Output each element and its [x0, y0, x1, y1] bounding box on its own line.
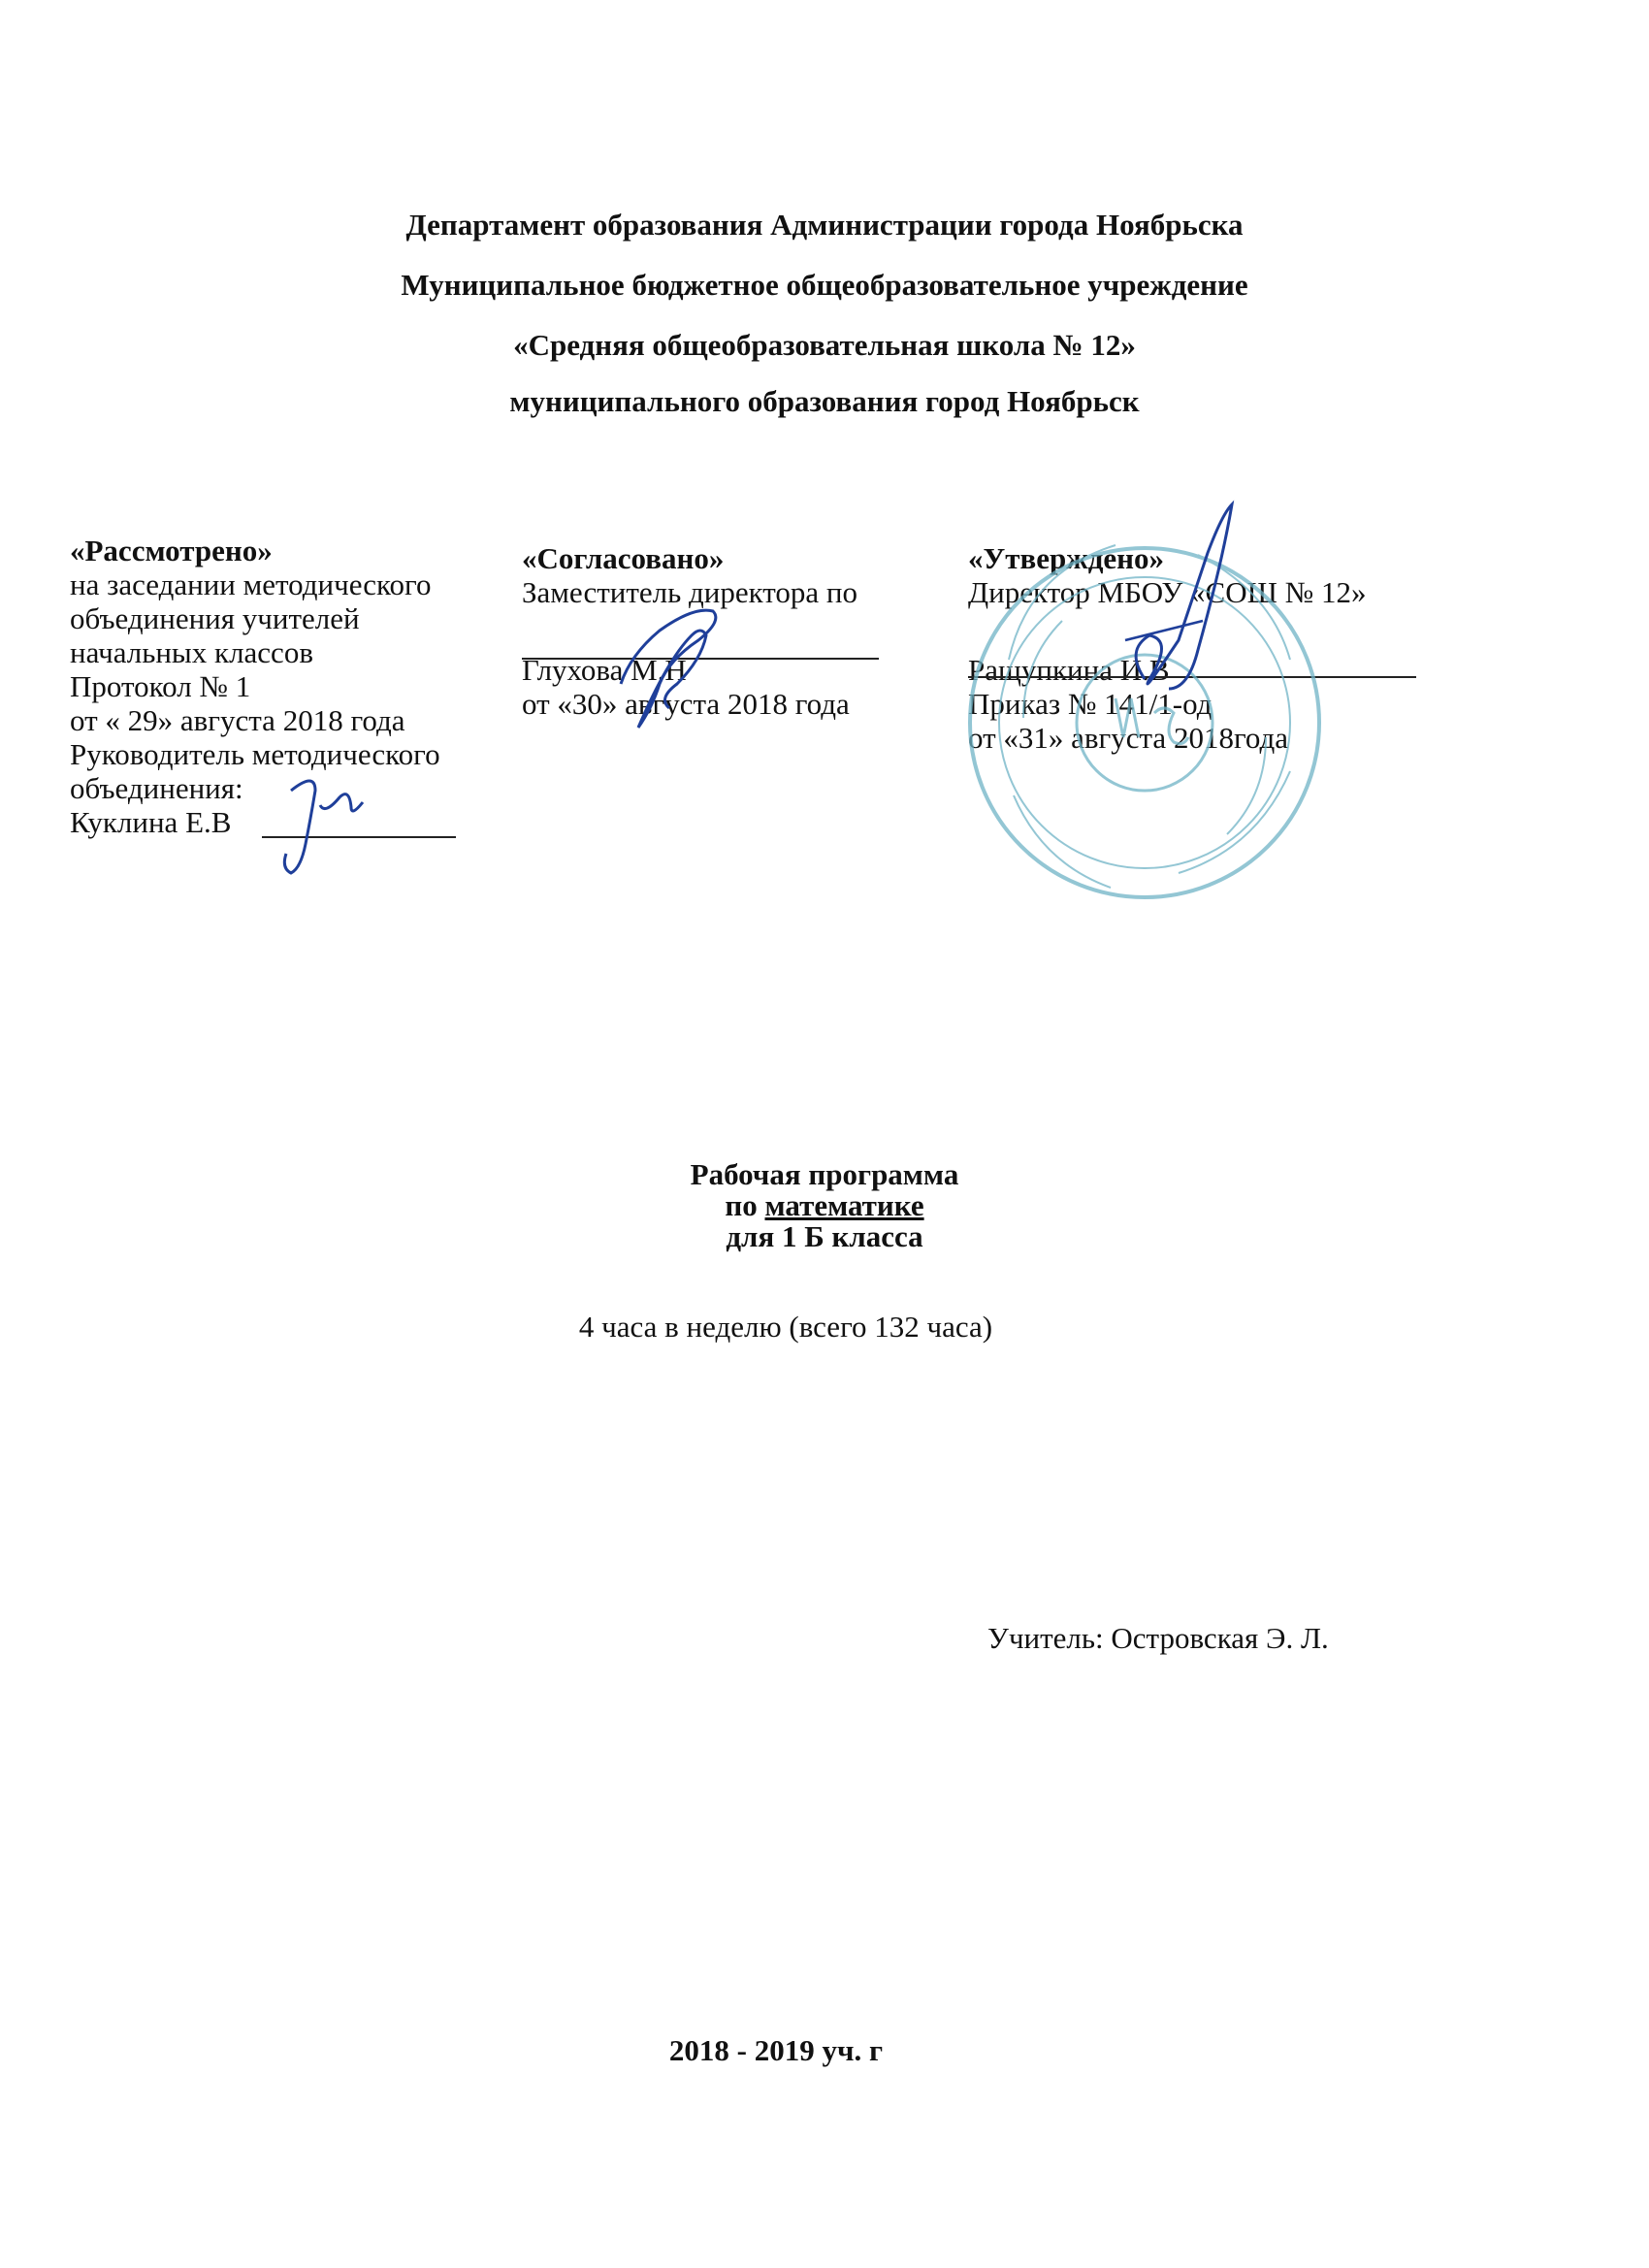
- approved-block: [968, 541, 1366, 755]
- program-subject: математике: [764, 1188, 924, 1222]
- agreed-line2: Глухова М.Н: [522, 653, 687, 687]
- considered-line2: объединения учителей: [70, 601, 360, 635]
- considered-line5: от « 29» августа 2018 года: [70, 703, 405, 737]
- approved-line1: Директор МБОУ «СОШ № 12»: [968, 575, 1367, 609]
- considered-line6: Руководитель методического: [70, 737, 440, 771]
- approved-line3: Приказ № 141/1-од: [968, 687, 1212, 721]
- approved-title: «Утверждено»: [968, 541, 1164, 575]
- program-title: Рабочая программа: [690, 1157, 959, 1191]
- considered-line8: Куклина Е.В: [70, 805, 232, 839]
- academic-year: 2018 - 2019 уч. г: [668, 2033, 884, 2067]
- program-subject-prefix: по: [725, 1188, 765, 1222]
- approved-line2: Ращупкина И.В: [968, 653, 1170, 687]
- considered-line7: объединения:: [70, 771, 243, 805]
- agreed-line3: от «30» августа 2018 года: [522, 687, 850, 721]
- program-subject-line: [0, 1190, 1649, 1220]
- agreed-title: «Согласовано»: [522, 541, 725, 575]
- agreed-block: [522, 541, 857, 721]
- considered-block: [70, 534, 440, 839]
- considered-signature-line: [262, 836, 456, 838]
- considered-line4: Протокол № 1: [70, 669, 251, 703]
- program-class: для 1 Б класса: [726, 1219, 923, 1253]
- approved-signature-line: [968, 676, 1416, 678]
- approved-line4: от «31» августа 2018года: [968, 721, 1289, 755]
- header-school-name: «Средняя общеобразовательная школа № 12»: [513, 328, 1136, 362]
- considered-line1: на заседании методического: [70, 567, 432, 601]
- program-hours: 4 часа в неделю (всего 132 часа): [578, 1310, 993, 1344]
- teacher-name: Учитель: Островская Э. Л.: [987, 1621, 1329, 1655]
- agreed-signature-line: [522, 658, 879, 660]
- agreed-line1: Заместитель директора по: [522, 575, 858, 609]
- considered-line3: начальных классов: [70, 635, 313, 669]
- header-school-type: Муниципальное бюджетное общеобразовательное учреждение: [401, 268, 1248, 302]
- header-department: Департамент образования Администрации города Ноябрьска: [405, 208, 1244, 242]
- considered-title: «Рассмотрено»: [70, 534, 273, 567]
- header-municipality: муниципального образования город Ноябрьск: [509, 384, 1140, 418]
